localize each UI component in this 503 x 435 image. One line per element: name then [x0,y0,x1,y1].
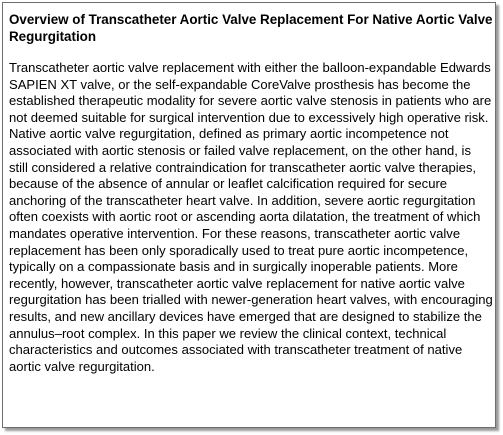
document-title: Overview of Transcatheter Aortic Valve Replacement For Native Aortic Valve Regurgitation [9,12,493,44]
abstract-content [9,11,493,375]
abstract-text: Transcatheter aortic valve replacement with either the balloon-expandable Edwards SAPIEN XT valve, or the self-expandable CoreValve prosthesis has become the established therapeutic modality for severe aortic valve stenosis in patients who are not deemed suitable for surgical intervention due to excessively high operative risk. Native aortic valve regurgitation, defined as primary aortic incompetence not associated with aortic stenosis or failed valve replacement, on the other hand, is still considered a relative contraindication for transcatheter aortic valve therapies, because of the absence of annular or leaflet calcification required for secure anchoring of the transcatheter heart valve. In addition, severe aortic regurgitation often coexists with aortic root or ascending aorta dilatation, the treatment of which mandates operative intervention. For these reasons, transcatheter aortic valve replacement has been only sporadically used to treat pure aortic incompetence, typically on a compassionate basis and in surgically inoperable patients. More recently, however, transcatheter aortic valve replacement for native aortic valve regurgitation has been trialled with newer-generation heart valves, with encouraging results, and new ancillary devices have emerged that are designed to stabilize the annulus–root complex. In this paper we review the clinical context, technical characteristics and outcomes associated with transcatheter treatment of native aortic valve regurgitation. [9,60,493,374]
abstract-box [2,2,496,428]
